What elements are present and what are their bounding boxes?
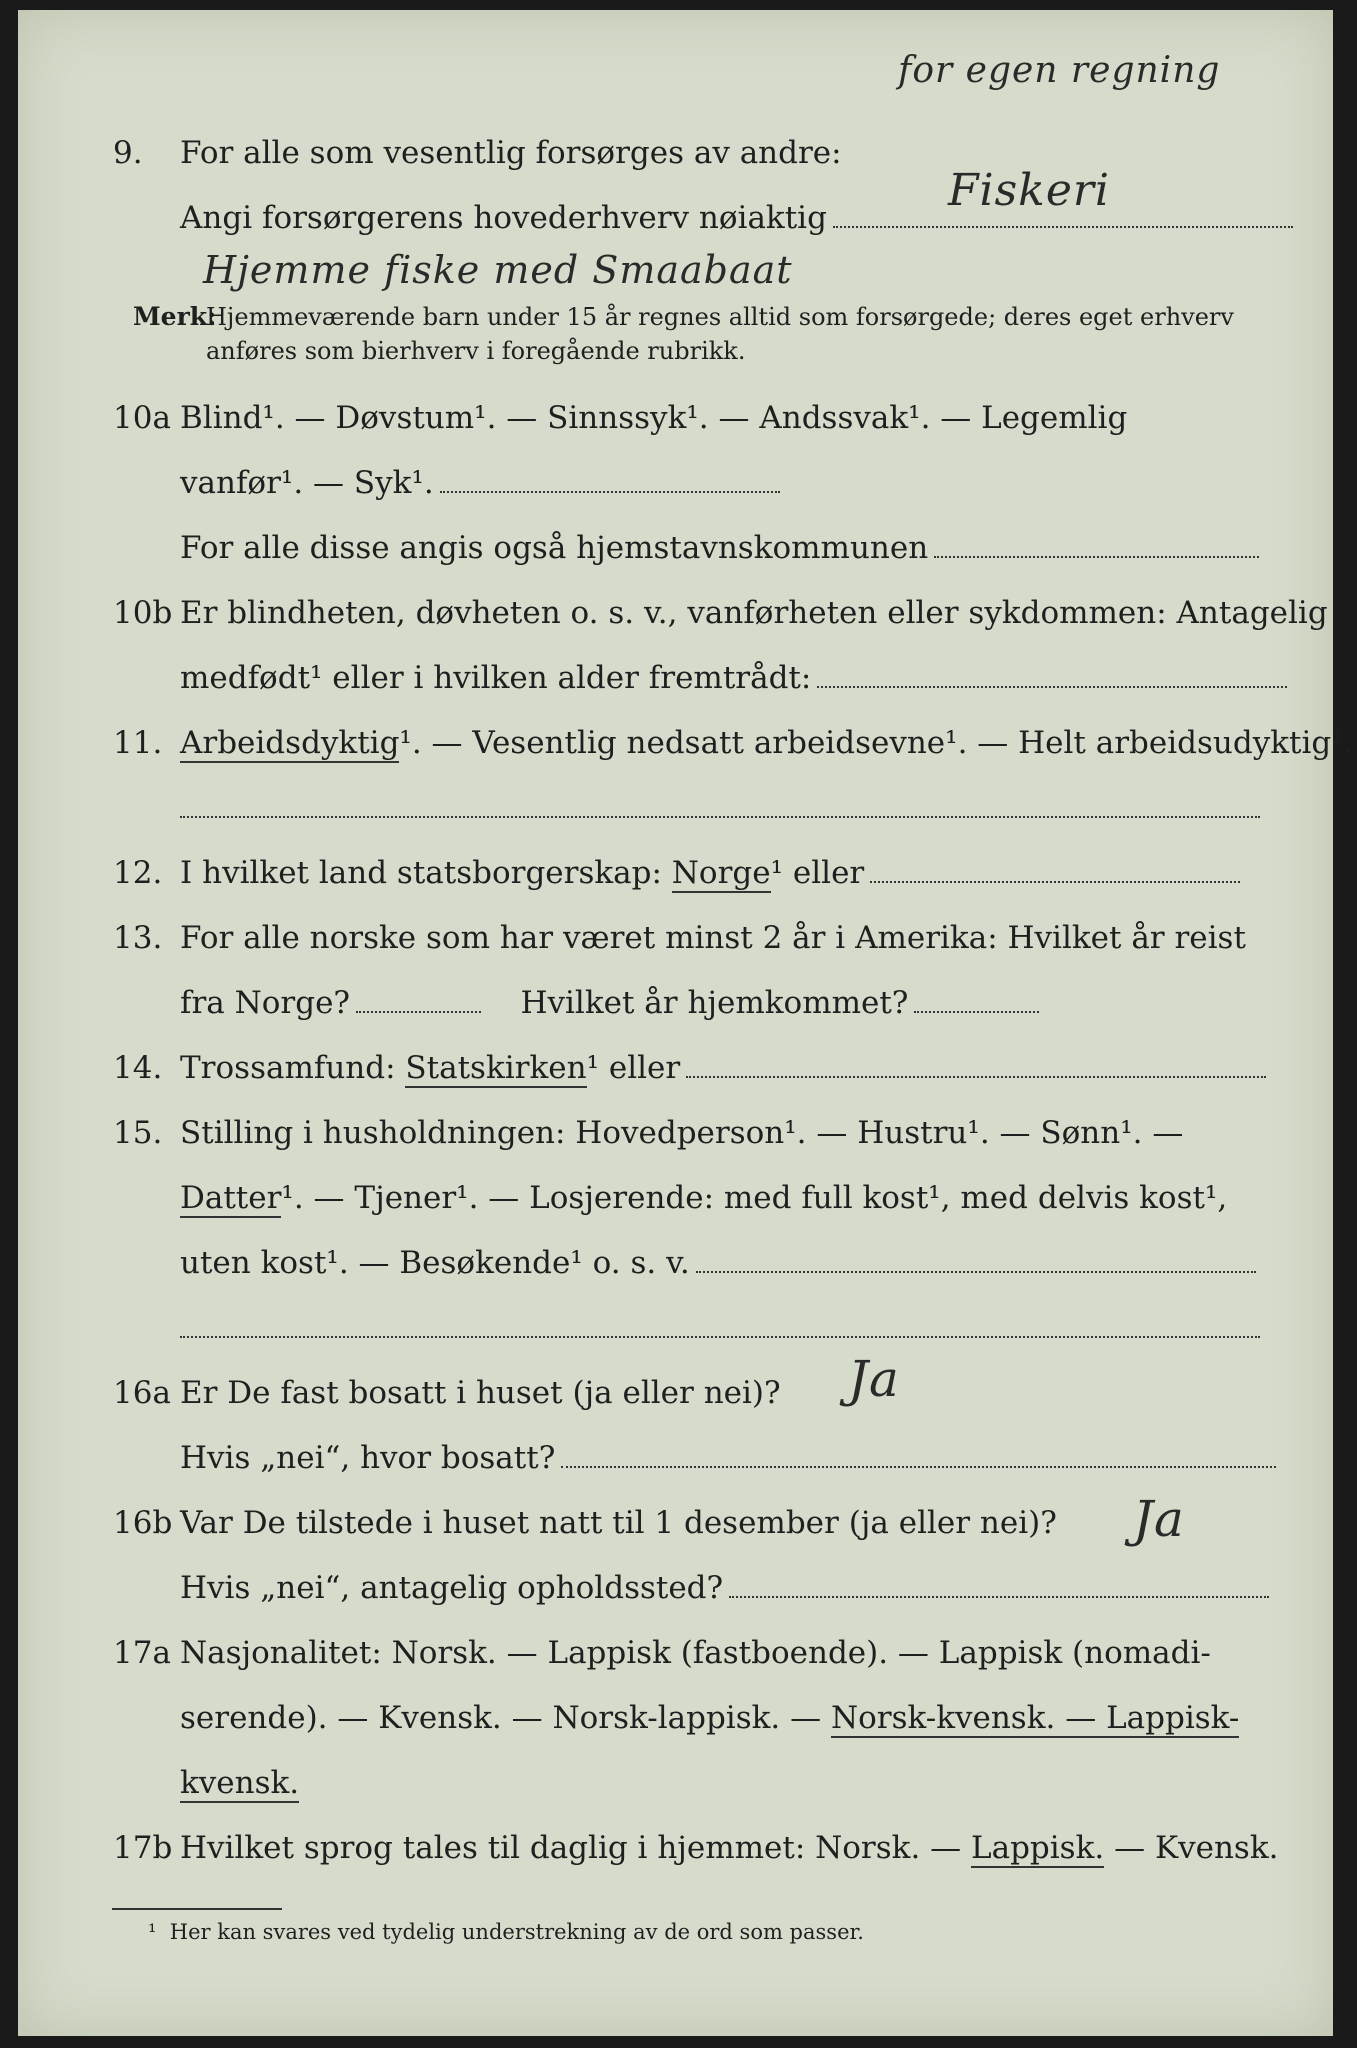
- q14-number: 14.: [113, 1050, 163, 1086]
- q10a-number: 10a: [113, 400, 171, 436]
- q9-line2-text: Angi forsørgerens hovederhverv nøiaktig: [180, 200, 827, 236]
- q9-number: 9.: [113, 135, 143, 171]
- merk-text: Hjemmeværende barn under 15 år regnes alltid som forsørgede; deres eget erhverv anføres som bierhverv i foregående rubrikk.: [206, 303, 1234, 365]
- q15-underlined-answer: Datter: [180, 1180, 282, 1216]
- footnote: [148, 1920, 864, 1944]
- q12-number: 12.: [113, 855, 163, 891]
- q10b-answer-line: [817, 668, 1287, 688]
- q17a-underlined-answer: Norsk-kvensk. — Lappisk-: [830, 1700, 1240, 1736]
- q11-rest: ¹. — Vesentlig nedsatt arbeidsevne¹. — Helt arbeidsudyktig¹.: [399, 725, 1354, 761]
- q17a-line3: kvensk.: [180, 1765, 300, 1801]
- q15-number: 15.: [113, 1115, 163, 1151]
- q14-answer-line: [686, 1058, 1266, 1078]
- q16b-line1: Var De tilstede i huset natt til 1 desember (ja eller nei)?: [180, 1505, 1057, 1541]
- q10a-line1: Blind¹. — Døvstum¹. — Sinnssyk¹. — Andssvak¹. — Legemlig: [180, 400, 1128, 436]
- q10b-line2: medfødt¹ eller i hvilken alder fremtrådt:: [180, 660, 812, 696]
- handwritten-answer-q9: Fiskeri: [948, 165, 1110, 216]
- q13-reist-line: [356, 993, 481, 1013]
- q13-line2a: fra Norge?: [180, 985, 351, 1021]
- q14-before: Trossamfund:: [180, 1050, 396, 1086]
- q10a-line3: For alle disse angis også hjemstavnskommunen: [180, 530, 929, 566]
- handwritten-answer-q16a: Ja: [848, 1350, 900, 1408]
- q17b-underlined-answer: Lappisk.: [971, 1830, 1105, 1866]
- footnote-rule: [112, 1908, 282, 1910]
- handwritten-answer-q9-line2: Hjemme fiske med Smaabaat: [203, 248, 793, 292]
- q10b-number: 10b: [113, 595, 173, 631]
- q15-line3: uten kost¹. — Besøkende¹ o. s. v.: [180, 1245, 690, 1281]
- q16a-number: 16a: [113, 1375, 171, 1411]
- q17b-after: — Kvensk.: [1114, 1830, 1279, 1866]
- q13-hjemkommet-line: [914, 993, 1039, 1013]
- q10a-line2: vanfør¹. — Syk¹.: [180, 465, 434, 501]
- q17b-number: 17b: [113, 1830, 173, 1866]
- q14-underlined-answer: Statskirken: [405, 1050, 587, 1086]
- q16a-line2: Hvis „nei“, hvor bosatt?: [180, 1440, 556, 1476]
- census-form-page: [18, 10, 1354, 2036]
- q13-line2b: Hvilket år hjemkommet?: [520, 985, 909, 1021]
- q17a-number: 17a: [113, 1635, 171, 1671]
- q15-answer-line: [696, 1253, 1256, 1273]
- q16a-line1: Er De fast bosatt i huset (ja eller nei)?: [180, 1375, 781, 1411]
- q12-underlined-answer: Norge: [671, 855, 771, 891]
- q15-line2-rest: ¹. — Tjener¹. — Losjerende: med full kost¹, med delvis kost¹,: [281, 1180, 1228, 1216]
- q10a-answer-line: [440, 473, 780, 493]
- q10b-line1: Er blindheten, døvheten o. s. v., vanførheten eller sykdommen: Antagelig: [180, 595, 1328, 631]
- q9-line2: [180, 200, 1293, 236]
- q15-line1: Stilling i husholdningen: Hovedperson¹. — Hustru¹. — Sønn¹. —: [180, 1115, 1184, 1151]
- q15-answer-line-2: [180, 1318, 1260, 1338]
- q17a-line1: Nasjonalitet: Norsk. — Lappisk (fastboende). — Lappisk (nomadi-: [180, 1635, 1211, 1671]
- q11-number: 11.: [113, 725, 163, 761]
- q17a-line2a: serende). — Kvensk. — Norsk-lappisk. —: [180, 1700, 822, 1736]
- q9-line1: For alle som vesentlig forsørges av andre:: [180, 135, 842, 171]
- q12-answer-line: [870, 863, 1240, 883]
- q13-number: 13.: [113, 920, 163, 956]
- handwritten-note-top: for egen regning: [898, 50, 1221, 91]
- q17b-before: Hvilket sprog tales til daglig i hjemmet: Norsk. —: [180, 1830, 962, 1866]
- handwritten-answer-q16b: Ja: [1133, 1490, 1185, 1548]
- q16b-answer-line: [729, 1578, 1269, 1598]
- q11-underlined-answer: Arbeidsdyktig: [180, 725, 400, 761]
- q13-line1: For alle norske som har været minst 2 år i Amerika: Hvilket år reist: [180, 920, 1246, 956]
- q10a-kommune-line: [934, 538, 1259, 558]
- q11-answer-line: [180, 798, 1260, 818]
- footnote-mark: ¹: [148, 1920, 157, 1944]
- footnote-text: Her kan svares ved tydelig understrekning av de ord som passer.: [169, 1920, 864, 1944]
- q16b-number: 16b: [113, 1505, 173, 1541]
- merk-label: Merk:: [133, 302, 217, 331]
- q16a-answer-line: [561, 1448, 1276, 1468]
- q12-before: I hvilket land statsborgerskap:: [180, 855, 662, 891]
- q14-after: ¹ eller: [586, 1050, 681, 1086]
- q16b-line2: Hvis „nei“, antagelig opholdssted?: [180, 1570, 724, 1606]
- q9-answer-line: [833, 208, 1293, 228]
- q12-after: ¹ eller: [770, 855, 865, 891]
